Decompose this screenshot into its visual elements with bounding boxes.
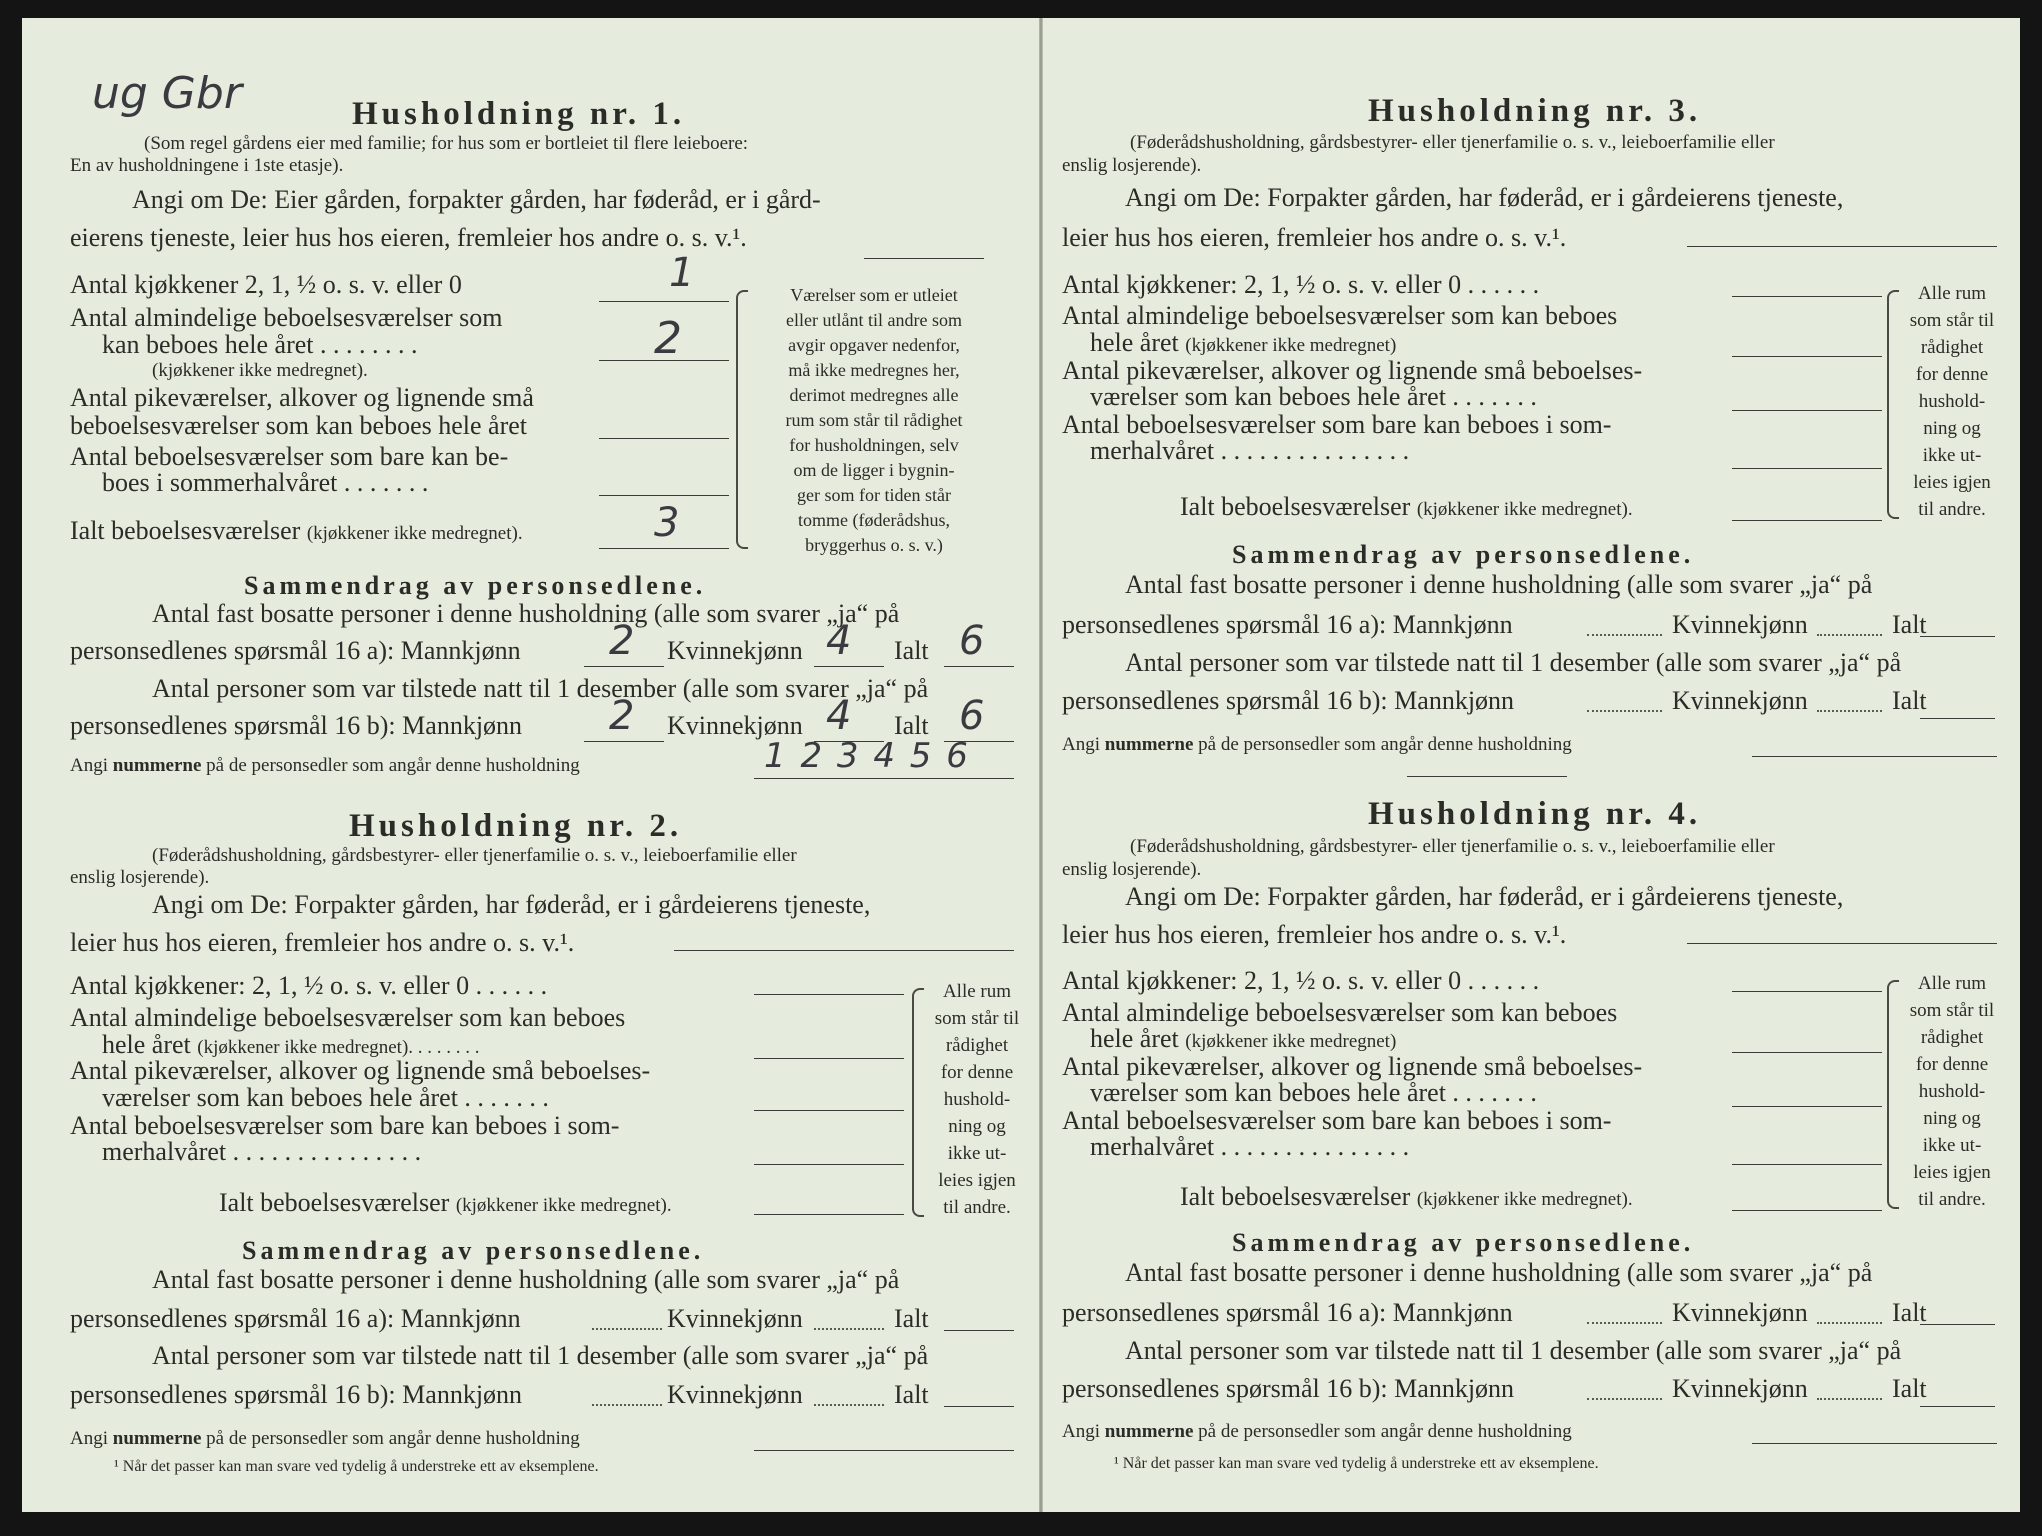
census-form-sheet [22, 18, 2020, 1512]
household-3-summary-16a-female-line[interactable] [1817, 634, 1882, 636]
household-1-title: Husholdning nr. 1. [352, 96, 686, 132]
household-1-summer-rooms-label-b: boes i sommerhalvåret . . . . . . . [102, 468, 429, 497]
household-4-summary-title: Sammendrag av personsedlene. [1232, 1228, 1695, 1257]
household-1-note-line: for husholdningen, selv [789, 435, 959, 455]
household-3-note-line: Alle rum [1917, 283, 1987, 304]
household-4-note-line: ikke ut- [1922, 1135, 1982, 1156]
household-2-summary-16a-intro: Antal fast bosatte personer i denne husholdning (alle som svarer „ja“ på [152, 1265, 900, 1294]
household-1-summary-16a-intro: Antal fast bosatte personer i denne husholdning (alle som svarer „ja“ på [152, 599, 900, 628]
household-3-rooms-text: hele året [1090, 328, 1179, 357]
household-1-summary-16a-female-label: Kvinnekjønn [667, 636, 803, 665]
household-3-rooms-label-a: Antal almindelige beboelsesværelser som kan beboes [1062, 301, 1618, 330]
household-3-numbers-label-bold: nummerne [1104, 734, 1194, 755]
household-1-total-rooms-line[interactable] [599, 548, 729, 549]
left-footnote: ¹ Når det passer kan man svare ved tydelig å understreke ett av eksemplene. [114, 1458, 599, 1475]
household-4-note-line: leies igjen [1913, 1162, 1991, 1183]
household-2-numbers-label-rest: på de personsedler som angår denne husholdning [206, 1428, 580, 1449]
household-4-kitchens-label: Antal kjøkkener: 2, 1, ½ o. s. v. eller 0 . . . . . . [1062, 966, 1540, 995]
household-4-maid-rooms-line[interactable] [1732, 1106, 1882, 1107]
household-1-side-note [749, 283, 999, 558]
household-2-note-line: hushold- [943, 1089, 1011, 1110]
household-1-summary-16a-total-value: 6 [959, 618, 985, 664]
household-1-angi-line1: Angi om De: Eier gården, forpakter gården, har føderåd, er i gård- [132, 185, 821, 214]
household-3-angi-line2: leier hus hos eieren, fremleier hos andre o. s. v.¹. [1062, 223, 1567, 252]
household-4-summary-16b-total-label: Ialt [1892, 1374, 1927, 1403]
household-2-rooms-label-a: Antal almindelige beboelsesværelser som kan beboes [70, 1003, 626, 1032]
household-2-note-line: leies igjen [938, 1170, 1016, 1191]
household-4-summary-16a-female-line[interactable] [1817, 1322, 1882, 1324]
margin-handwritten-note: ug Gbr [92, 68, 242, 119]
household-2-summer-rooms-label-b: merhalvåret . . . . . . . . . . . . . . . [102, 1137, 422, 1166]
household-4-tenure-answer-line[interactable] [1687, 943, 1997, 944]
household-4-rooms-note: (kjøkkener ikke medregnet) [1185, 1031, 1397, 1052]
household-3-summary-16a-male-label: personsedlenes spørsmål 16 a): Mannkjønn [1062, 610, 1513, 639]
household-3-intro-line2: enslig losjerende). [1062, 155, 1202, 176]
household-2-tenure-answer-line[interactable] [674, 950, 1014, 951]
household-2-maid-rooms-line[interactable] [754, 1110, 904, 1111]
household-1-kitchens-line[interactable] [599, 301, 729, 302]
household-1-summary-16b-male-line[interactable] [584, 741, 664, 742]
household-3-summary-16a-female-label: Kvinnekjønn [1672, 610, 1808, 639]
household-3-maid-rooms-label-a: Antal pikeværelser, alkover og lignende små beboelses- [1062, 356, 1643, 385]
household-1-note-line: tomme (føderådshus, [798, 510, 950, 530]
household-1-note-line: bryggerhus o. s. v.) [805, 535, 943, 555]
household-3-total-rooms-label [1180, 492, 1633, 522]
household-3-kitchens-line[interactable] [1732, 296, 1882, 297]
household-2-angi-line2: leier hus hos eieren, fremleier hos andre o. s. v.¹. [70, 928, 575, 957]
household-1-kitchens-label: Antal kjøkkener 2, 1, ½ o. s. v. eller 0 [70, 270, 462, 299]
household-2-note-line: ning og [948, 1116, 1006, 1137]
household-1-rooms-value: 2 [654, 313, 682, 364]
household-3-summary-16a-total-label: Ialt [1892, 610, 1927, 639]
household-3-intro-line1: (Føderådshusholdning, gårdsbestyrer- eller tjenerfamilie o. s. v., leieboerfamilie eller [1130, 132, 1775, 153]
household-4-summary-16a-female-label: Kvinnekjønn [1672, 1298, 1808, 1327]
household-1-note-line: rum som står til rådighet [785, 410, 963, 430]
household-3-summary-title: Sammendrag av personsedlene. [1232, 540, 1695, 569]
household-2-summary-16b-total-line[interactable] [944, 1406, 1014, 1407]
household-2-total-rooms-note: (kjøkkener ikke medregnet). [455, 1195, 672, 1216]
household-4-summary-16a-intro: Antal fast bosatte personer i denne husholdning (alle som svarer „ja“ på [1125, 1258, 1873, 1287]
household-3-tenure-answer-line[interactable] [1687, 246, 1997, 247]
household-4-intro-line2: enslig losjerende). [1062, 859, 1202, 880]
household-1-total-rooms-label [70, 516, 523, 546]
household-3-numbers-label-angi: Angi [1062, 734, 1100, 755]
household-3-note-line: som står til [1909, 310, 1995, 331]
household-3-numbers-line[interactable] [1752, 756, 1997, 757]
household-2-note-line: ikke ut- [947, 1143, 1007, 1164]
household-4-summary-16a-total-line[interactable] [1920, 1324, 1995, 1325]
household-1-summary-16a-male-label: personsedlenes spørsmål 16 a): Mannkjønn [70, 636, 521, 665]
household-2-maid-rooms-label-b: værelser som kan beboes hele året . . . . . . . [102, 1083, 549, 1112]
household-1-kitchens-value: 1 [669, 250, 695, 296]
household-2-intro-line1: (Føderådshusholdning, gårdsbestyrer- eller tjenerfamilie o. s. v., leieboerfamilie eller [152, 845, 797, 866]
household-1-note-line: avgir opgaver nedenfor, [788, 335, 960, 355]
household-1-summary-16a-male-line[interactable] [584, 666, 664, 667]
household-3-maid-rooms-line[interactable] [1732, 410, 1882, 411]
household-1-note-line: eller utlånt til andre som [786, 310, 962, 330]
household-1-angi-line2: eierens tjeneste, leier hus hos eieren, fremleier hos andre o. s. v.¹. [70, 223, 747, 252]
household-3-summary-16b-intro: Antal personer som var tilstede natt til 1 desember (alle som svarer „ja“ på [1125, 648, 1902, 677]
household-2-kitchens-label: Antal kjøkkener: 2, 1, ½ o. s. v. eller 0 . . . . . . [70, 971, 548, 1000]
household-3-numbers-label-rest: på de personsedler som angår denne husholdning [1198, 734, 1572, 755]
household-3-side-note [1897, 280, 2007, 523]
household-4-numbers-label-rest: på de personsedler som angår denne husholdning [1198, 1421, 1572, 1442]
household-divider [1407, 776, 1567, 777]
household-2-total-rooms-text: Ialt beboelsesværelser [219, 1188, 450, 1217]
household-4-side-note [1897, 970, 2007, 1213]
household-1-maid-rooms-line[interactable] [599, 438, 729, 439]
household-4-summary-16b-total-line[interactable] [1920, 1406, 1995, 1407]
household-4-angi-line2: leier hus hos eieren, fremleier hos andre o. s. v.¹. [1062, 920, 1567, 949]
household-3-rooms-note: (kjøkkener ikke medregnet) [1185, 335, 1397, 356]
household-4-note-line: Alle rum [1917, 973, 1987, 994]
household-4-note-line: hushold- [1918, 1081, 1986, 1102]
household-4-note-line: til andre. [1918, 1189, 1986, 1210]
household-4-note-line: rådighet [1920, 1027, 1984, 1048]
household-2-summary-16b-female-label: Kvinnekjønn [667, 1380, 803, 1409]
household-3-total-rooms-note: (kjøkkener ikke medregnet). [1416, 499, 1633, 520]
household-3-kitchens-label: Antal kjøkkener: 2, 1, ½ o. s. v. eller 0 . . . . . . [1062, 270, 1540, 299]
household-2-numbers-label [70, 1428, 580, 1450]
household-4-summer-rooms-line[interactable] [1732, 1164, 1882, 1165]
household-4-total-rooms-line[interactable] [1732, 1210, 1882, 1211]
household-1-summary-16b-female-label: Kvinnekjønn [667, 711, 803, 740]
household-2-note-line: for denne [940, 1062, 1014, 1083]
household-1-summary-16b-male-label: personsedlenes spørsmål 16 b): Mannkjønn [70, 711, 523, 740]
household-3-note-line: leies igjen [1913, 472, 1991, 493]
household-2-summary-16b-total-label: Ialt [894, 1380, 929, 1409]
household-2-summary-16b-male-line[interactable] [592, 1404, 662, 1406]
household-4-rooms-line[interactable] [1732, 1052, 1882, 1053]
household-4-summary-16b-male-label: personsedlenes spørsmål 16 b): Mannkjønn [1062, 1374, 1515, 1403]
household-4-maid-rooms-label-b: værelser som kan beboes hele året . . . . . . . [1090, 1078, 1537, 1107]
household-4-summary-16a-male-label: personsedlenes spørsmål 16 a): Mannkjønn [1062, 1298, 1513, 1327]
household-2-note-line: rådighet [945, 1035, 1009, 1056]
household-4-summer-rooms-label-a: Antal beboelsesværelser som bare kan beboes i som- [1062, 1106, 1612, 1135]
household-1-numbers-line[interactable] [754, 778, 1014, 779]
household-3-note-line: til andre. [1918, 499, 1986, 520]
household-3-summary-16b-female-label: Kvinnekjønn [1672, 686, 1808, 715]
household-3-rooms-line[interactable] [1732, 356, 1882, 357]
household-1-summer-rooms-line[interactable] [599, 495, 729, 496]
household-1-summary-title: Sammendrag av personsedlene. [244, 571, 707, 600]
household-2-rooms-text: hele året [102, 1030, 191, 1059]
household-2-summary-16a-female-label: Kvinnekjønn [667, 1304, 803, 1333]
household-4-note-line: for denne [1915, 1054, 1989, 1075]
household-4-numbers-label [1062, 1421, 1572, 1443]
household-2-title: Husholdning nr. 2. [349, 808, 683, 844]
household-2-total-rooms-label [219, 1188, 672, 1218]
household-2-summary-title: Sammendrag av personsedlene. [242, 1236, 705, 1265]
household-2-note-line: Alle rum [942, 981, 1012, 1002]
household-2-summary-16b-male-label: personsedlenes spørsmål 16 b): Mannkjønn [70, 1380, 523, 1409]
household-4-rooms-label-b [1090, 1024, 1396, 1054]
household-1-summary-16b-intro: Antal personer som var tilstede natt til 1 desember (alle som svarer „ja“ på [152, 674, 929, 703]
household-4-total-rooms-text: Ialt beboelsesværelser [1180, 1182, 1411, 1211]
household-2-summary-16b-female-line[interactable] [814, 1404, 884, 1406]
household-2-note-line: som står til [934, 1008, 1020, 1029]
household-1-note-line: må ikke medregnes her, [788, 360, 960, 380]
household-3-note-line: ikke ut- [1922, 445, 1982, 466]
household-3-title: Husholdning nr. 3. [1368, 93, 1702, 129]
household-3-summer-rooms-label-b: merhalvåret . . . . . . . . . . . . . . . [1090, 436, 1410, 465]
household-4-title: Husholdning nr. 4. [1368, 796, 1702, 832]
household-3-summary-16a-male-line[interactable] [1587, 634, 1662, 636]
household-3-angi-line1: Angi om De: Forpakter gården, har føderåd, er i gårdeierens tjeneste, [1125, 183, 1844, 212]
household-4-intro-line1: (Føderådshusholdning, gårdsbestyrer- eller tjenerfamilie o. s. v., leieboerfamilie eller [1130, 836, 1775, 857]
household-4-note-line: som står til [1909, 1000, 1995, 1021]
household-2-side-note [922, 978, 1032, 1221]
household-3-summer-rooms-line[interactable] [1732, 468, 1882, 469]
household-2-summary-16b-intro: Antal personer som var tilstede natt til 1 desember (alle som svarer „ja“ på [152, 1341, 929, 1370]
household-1-summary-16b-total-value: 6 [959, 693, 985, 739]
household-1-note-line: derimot medregnes alle [789, 385, 959, 405]
household-1-rooms-label-b: kan beboes hele året . . . . . . . . [102, 330, 418, 359]
household-3-maid-rooms-label-b: værelser som kan beboes hele året . . . . . . . [1090, 382, 1537, 411]
household-3-numbers-label [1062, 734, 1572, 756]
household-4-summary-16b-intro: Antal personer som var tilstede natt til 1 desember (alle som svarer „ja“ på [1125, 1336, 1902, 1365]
household-4-total-rooms-label [1180, 1182, 1633, 1212]
household-1-tenure-answer-line[interactable] [864, 258, 984, 259]
right-footnote: ¹ Når det passer kan man svare ved tydelig å understreke ett av eksemplene. [1114, 1455, 1599, 1472]
household-1-summary-16a-total-line[interactable] [944, 666, 1014, 667]
household-4-total-rooms-note: (kjøkkener ikke medregnet). [1416, 1189, 1633, 1210]
household-3-summary-16b-female-line[interactable] [1817, 710, 1882, 712]
household-1-rooms-label-c: (kjøkkener ikke medregnet). [152, 360, 368, 381]
household-3-total-rooms-text: Ialt beboelsesværelser [1180, 492, 1411, 521]
household-1-note-line: Værelser som er utleiet [790, 285, 958, 305]
household-3-summary-16b-male-line[interactable] [1587, 710, 1662, 712]
household-1-rooms-label-a: Antal almindelige beboelsesværelser som [70, 303, 503, 332]
household-2-intro-line2: enslig losjerende). [70, 867, 210, 888]
household-1-numbers-label-angi: Angi [70, 755, 108, 776]
household-1-intro-line2: En av husholdningene i 1ste etasje). [70, 155, 344, 176]
household-2-kitchens-line[interactable] [754, 994, 904, 995]
household-3-rooms-label-b [1090, 328, 1396, 358]
household-2-rooms-line[interactable] [754, 1058, 904, 1059]
household-2-summary-16a-female-line[interactable] [814, 1328, 884, 1330]
household-2-summary-16a-total-line[interactable] [944, 1330, 1014, 1331]
household-4-rooms-label-a: Antal almindelige beboelsesværelser som kan beboes [1062, 998, 1618, 1027]
household-1-total-rooms-note: (kjøkkener ikke medregnet). [306, 523, 523, 544]
household-3-summary-16a-intro: Antal fast bosatte personer i denne husholdning (alle som svarer „ja“ på [1125, 570, 1873, 599]
household-1-summary-16a-female-value: 4 [826, 618, 852, 664]
household-3-summary-16b-total-line[interactable] [1920, 718, 1995, 719]
household-1-maid-rooms-label-b: beboelsesværelser som kan beboes hele året [70, 411, 528, 440]
household-3-summary-16b-male-label: personsedlenes spørsmål 16 b): Mannkjønn [1062, 686, 1515, 715]
household-4-numbers-line[interactable] [1752, 1443, 1997, 1444]
household-1-numbers-value: 1 2 3 4 5 6 [764, 736, 970, 776]
household-4-summary-16b-male-line[interactable] [1587, 1398, 1662, 1400]
household-4-numbers-label-bold: nummerne [1104, 1421, 1194, 1442]
household-4-summary-16b-female-label: Kvinnekjønn [1672, 1374, 1808, 1403]
household-1-summary-16a-male-value: 2 [609, 618, 635, 664]
household-2-numbers-label-angi: Angi [70, 1428, 108, 1449]
household-2-numbers-label-bold: nummerne [112, 1428, 202, 1449]
household-1-summary-16b-female-value: 4 [826, 693, 852, 739]
household-4-note-line: ning og [1923, 1108, 1981, 1129]
household-2-note-line: til andre. [943, 1197, 1011, 1218]
household-4-angi-line1: Angi om De: Forpakter gården, har føderåd, er i gårdeierens tjeneste, [1125, 882, 1844, 911]
household-1-note-line: om de ligger i bygnin- [793, 460, 955, 480]
household-1-numbers-label [70, 755, 580, 777]
household-2-numbers-line[interactable] [754, 1450, 1014, 1451]
household-4-maid-rooms-label-a: Antal pikeværelser, alkover og lignende små beboelses- [1062, 1052, 1643, 1081]
household-1-summary-16b-male-value: 2 [609, 693, 635, 739]
household-2-summer-rooms-label-a: Antal beboelsesværelser som bare kan beboes i som- [70, 1111, 620, 1140]
household-3-note-line: hushold- [1918, 391, 1986, 412]
household-2-rooms-note: (kjøkkener ikke medregnet). . . . . . . . [197, 1037, 480, 1058]
household-3-note-line: rådighet [1920, 337, 1984, 358]
page-gutter [1039, 18, 1043, 1512]
household-3-note-line: for denne [1915, 364, 1989, 385]
household-3-note-line: ning og [1923, 418, 1981, 439]
left-page [64, 18, 1020, 1512]
household-3-summary-16b-total-label: Ialt [1892, 686, 1927, 715]
household-2-summary-16a-total-label: Ialt [894, 1304, 929, 1333]
household-1-brace [736, 290, 748, 549]
household-1-summary-16a-total-label: Ialt [894, 636, 929, 665]
household-2-angi-line1: Angi om De: Forpakter gården, har føderåd, er i gårdeierens tjeneste, [152, 890, 871, 919]
household-3-summary-16a-total-line[interactable] [1920, 636, 1995, 637]
household-4-summary-16b-female-line[interactable] [1817, 1398, 1882, 1400]
household-2-total-rooms-line[interactable] [754, 1214, 904, 1215]
household-4-summer-rooms-label-b: merhalvåret . . . . . . . . . . . . . . . [1090, 1132, 1410, 1161]
household-1-total-rooms-value: 3 [654, 500, 680, 546]
household-4-kitchens-line[interactable] [1732, 991, 1882, 992]
household-1-total-rooms-text: Ialt beboelsesværelser [70, 516, 301, 545]
household-3-total-rooms-line[interactable] [1732, 520, 1882, 521]
household-4-summary-16a-total-label: Ialt [1892, 1298, 1927, 1327]
household-4-rooms-text: hele året [1090, 1024, 1179, 1053]
household-2-summer-rooms-line[interactable] [754, 1164, 904, 1165]
household-1-note-line: ger som for tiden står [797, 485, 951, 505]
household-3-summer-rooms-label-a: Antal beboelsesværelser som bare kan beboes i som- [1062, 410, 1612, 439]
right-page [1062, 18, 2002, 1512]
household-1-numbers-label-bold: nummerne [112, 755, 202, 776]
household-1-summary-16a-female-line[interactable] [814, 666, 884, 667]
household-1-intro-line1: (Som regel gårdens eier med familie; for hus som er bortleiet til flere leieboere: [144, 133, 749, 154]
household-4-summary-16a-male-line[interactable] [1587, 1322, 1662, 1324]
household-2-maid-rooms-label-a: Antal pikeværelser, alkover og lignende små beboelses- [70, 1056, 651, 1085]
household-1-maid-rooms-label-a: Antal pikeværelser, alkover og lignende små [70, 383, 534, 412]
household-1-summary-16b-total-label: Ialt [894, 711, 929, 740]
household-2-summary-16a-male-label: personsedlenes spørsmål 16 a): Mannkjønn [70, 1304, 521, 1333]
household-4-numbers-label-angi: Angi [1062, 1421, 1100, 1442]
household-1-numbers-label-rest: på de personsedler som angår denne husholdning [206, 755, 580, 776]
household-1-summer-rooms-label-a: Antal beboelsesværelser som bare kan be- [70, 442, 509, 471]
household-2-summary-16a-male-line[interactable] [592, 1328, 662, 1330]
